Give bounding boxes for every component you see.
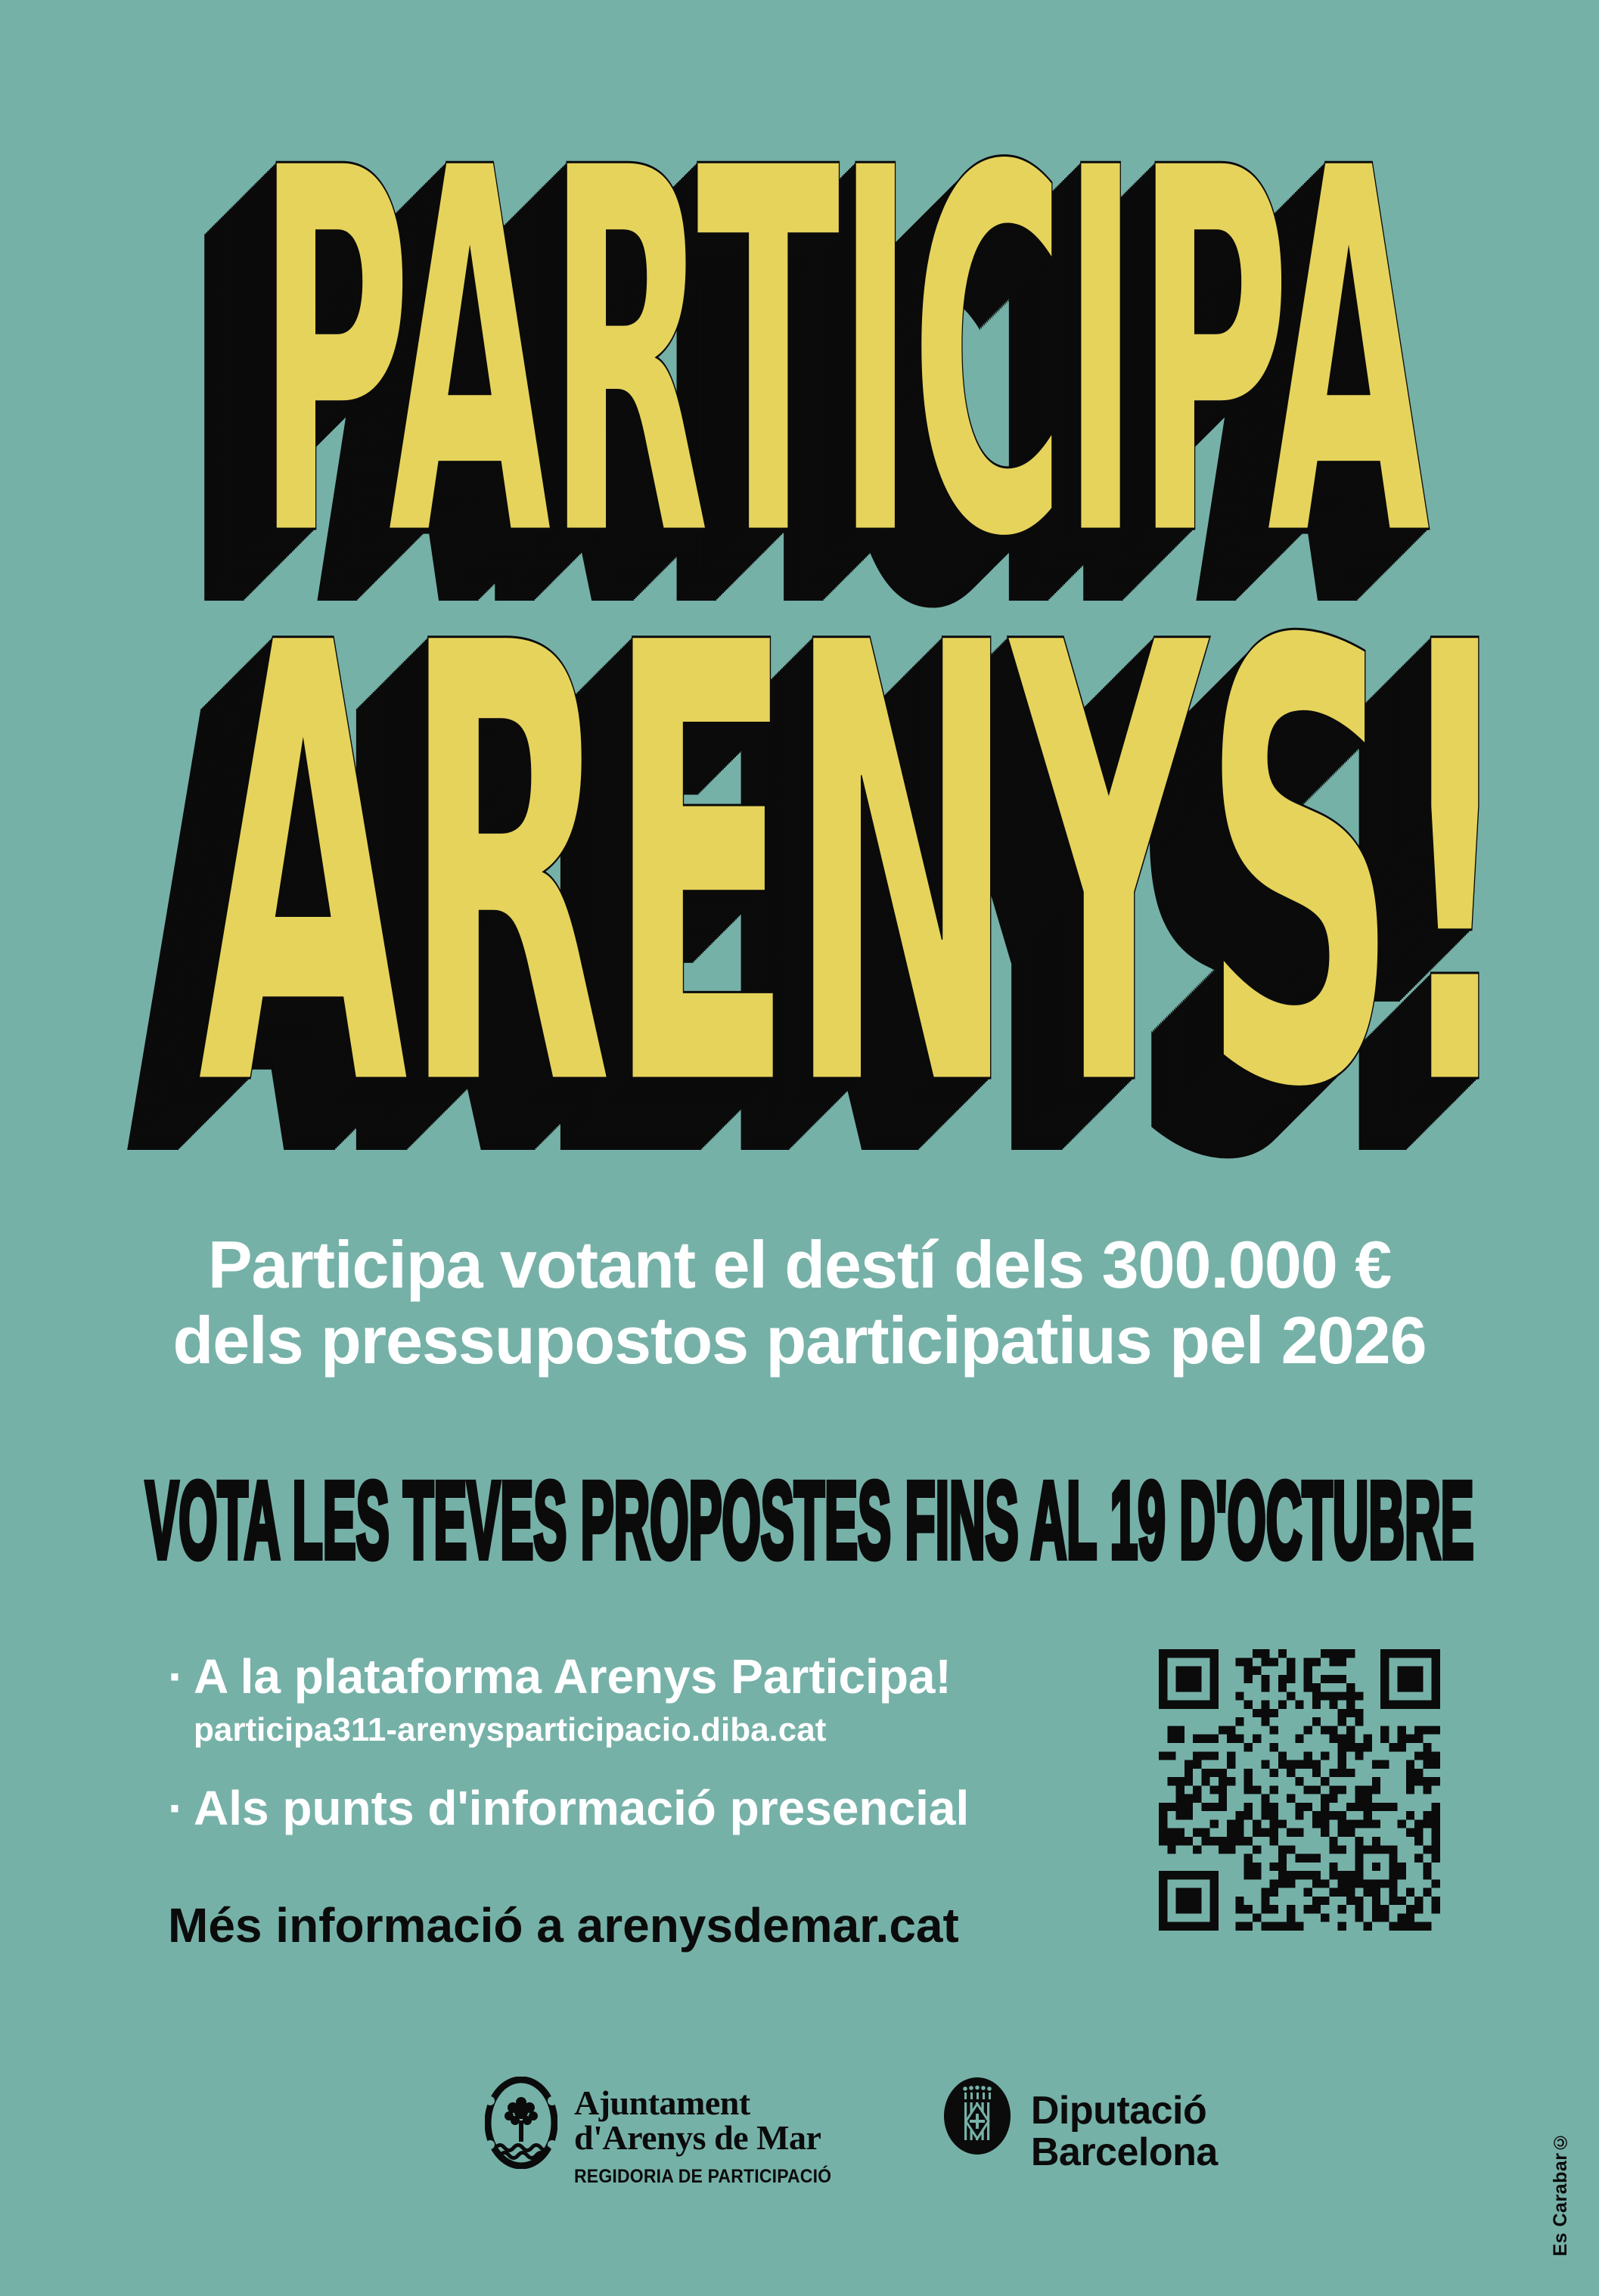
title-line-2 <box>0 516 1599 1221</box>
bullet-platform <box>168 1648 952 1706</box>
diputacio-name-line-1: Diputació <box>1030 2089 1207 2133</box>
bullet-presencial-label: Als punts d'informació presencial <box>194 1781 970 1835</box>
subtitle-line-2: dels pressupostos participatius pel 2026 <box>172 1303 1427 1378</box>
subtitle-line-1: Participa votant el destí dels 300.000 € <box>207 1227 1392 1302</box>
bullet-marker: · <box>168 1649 185 1704</box>
regidoria-label: REGIDORIA DE PARTICIPACIÓ <box>574 2166 832 2187</box>
diputacio-text <box>1031 2090 1218 2173</box>
diputacio-logo <box>943 2077 1218 2173</box>
platform-url: participa311-arenysparticipacio.diba.cat <box>194 1711 827 1748</box>
bullet-platform-label: A la plataforma Arenys Participa! <box>194 1649 952 1704</box>
ajuntament-text <box>574 2083 854 2188</box>
diputacio-seal-icon <box>943 2077 1011 2155</box>
ajuntament-name-line-1: Ajuntament <box>574 2083 750 2122</box>
title-text-participa: PARTICIPA <box>256 62 1427 648</box>
credit: Es Carabar© <box>1550 2131 1571 2257</box>
footer-logos <box>485 2077 1218 2188</box>
ajuntament-name-line-2: d'Arenys de Mar <box>574 2118 821 2157</box>
deadline-headline-wrap <box>0 1459 1599 1581</box>
ajuntament-logo <box>485 2077 854 2188</box>
bullet-presencial <box>168 1779 969 1838</box>
deadline-headline: VOTA LES TEVES PROPOSTES FINS AL 19 D'OCTUBRE <box>144 1459 1474 1581</box>
title-text-arenys: ARENYS! <box>197 516 1512 1221</box>
ajuntament-seal-icon <box>485 2077 557 2169</box>
subtitle <box>0 1227 1599 1379</box>
bullet-marker: · <box>168 1781 185 1835</box>
qr-code <box>1159 1649 1440 1931</box>
title-line-1 <box>0 62 1599 648</box>
diputacio-name-line-2: Barcelona <box>1030 2130 1218 2174</box>
more-info: Més informació a arenysdemar.cat <box>168 1898 959 1953</box>
